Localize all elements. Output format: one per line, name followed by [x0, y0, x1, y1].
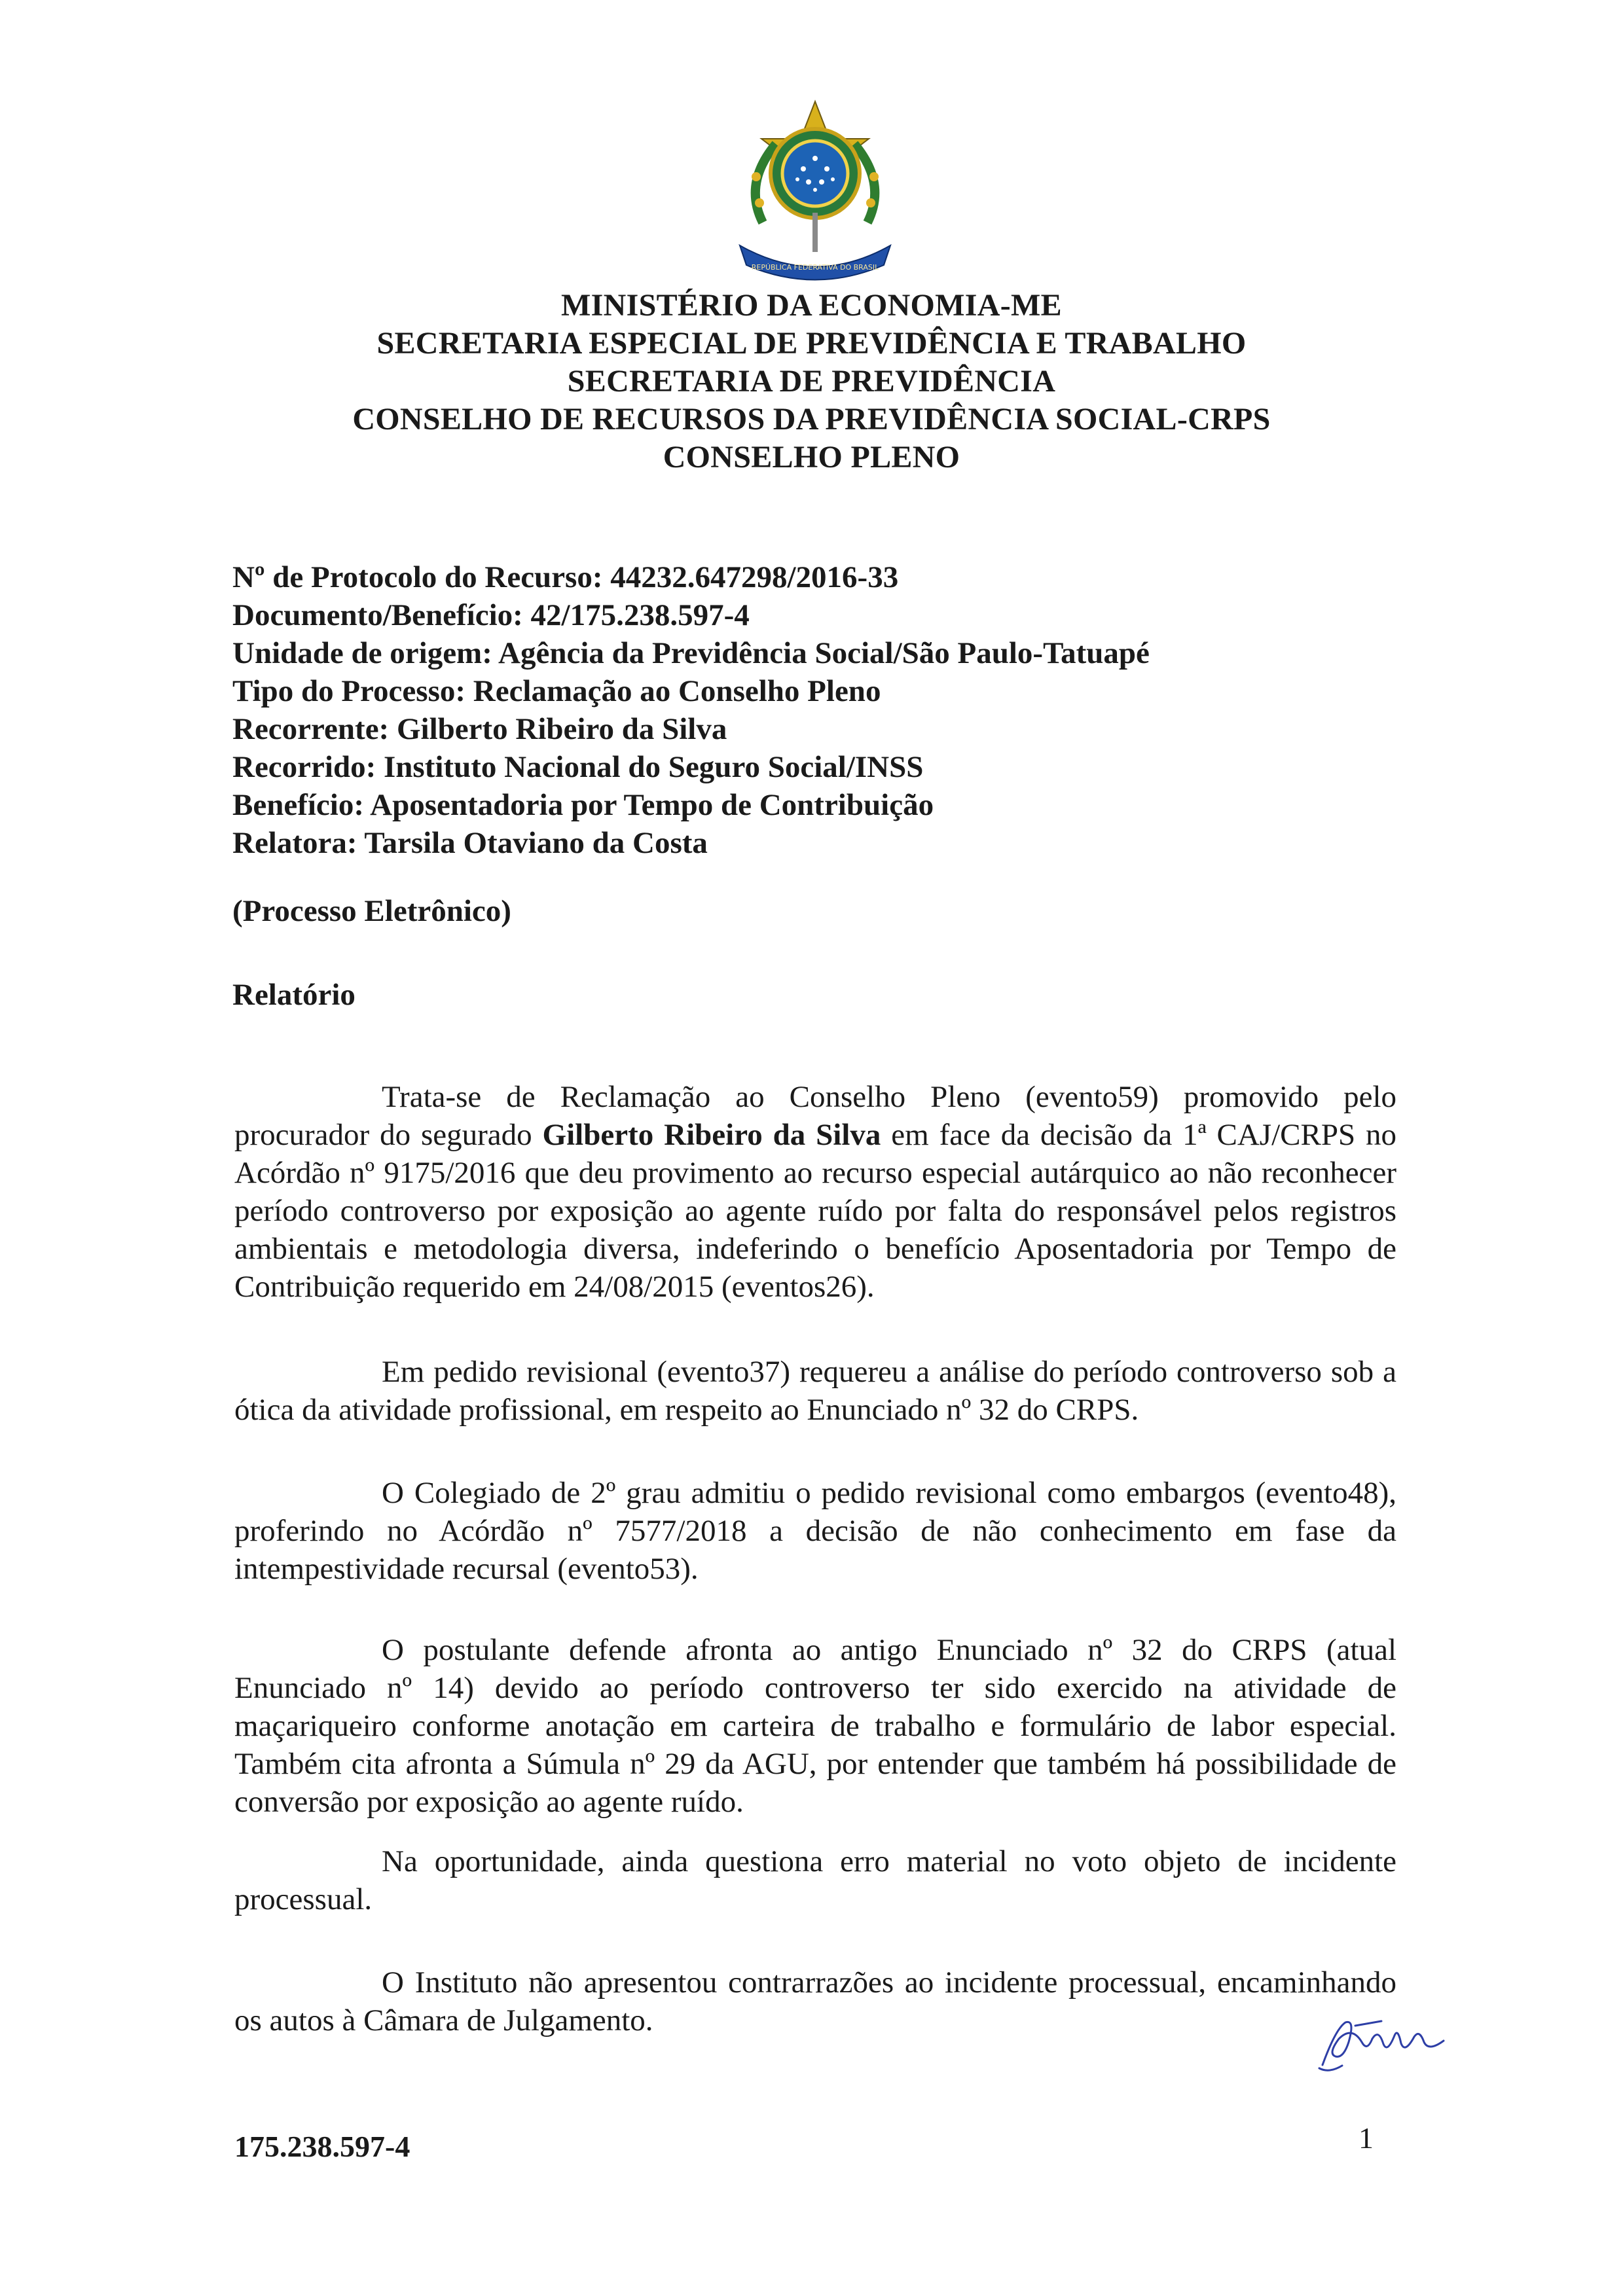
header-line-conselho-pleno: CONSELHO PLENO [663, 440, 960, 475]
paragraph-5 [234, 1842, 1396, 1918]
document-header [0, 287, 1623, 476]
paragraph-5-text: Na oportunidade, ainda questiona erro material no voto objeto de incidente processual. [234, 1844, 1396, 1916]
paragraph-6-text: O Instituto não apresentou contrarrazões ao incidente processual, encaminhando os autos à Câmara de Julgamento. [234, 1965, 1396, 2037]
meta-documento: Documento/Benefício: 42/175.238.597-4 [232, 598, 750, 632]
paragraph-1-text-a: Trata-se de Reclamação ao Conselho Pleno (evento59) promovido pelo procurador do segurado [234, 1080, 1396, 1152]
processo-eletronico-label: (Processo Eletrônico) [232, 894, 511, 928]
footer-document-number: 175.238.597-4 [234, 2130, 410, 2163]
meta-unidade: Unidade de origem: Agência da Previdência Social/São Paulo-Tatuapé [232, 636, 1150, 670]
header-line-secretaria-especial: SECRETARIA ESPECIAL DE PREVIDÊNCIA E TRABALHO [376, 326, 1247, 361]
paragraph-6 [234, 1964, 1396, 2039]
section-title: Relatório [232, 978, 356, 1012]
meta-tipo: Tipo do Processo: Reclamação ao Conselho Pleno [232, 674, 881, 708]
process-metadata [232, 558, 1476, 862]
header-line-secretaria: SECRETARIA DE PREVIDÊNCIA [567, 364, 1056, 399]
signature-icon [1309, 2003, 1453, 2081]
paragraph-1-text-b: em face da decisão da 1ª CAJ/CRPS no Acórdão nº 9175/2016 que deu provimento ao recurso especial autárquico ao não reconhecer período controverso por exposição ao agente ruído por falta do responsável pelos registros ambientais e metodologia diversa, indeferindo o benefício Aposentadoria por Tempo de Contribuição requerido em 24/08/2015 (eventos26). [234, 1118, 1396, 1304]
svg-text:REPÚBLICA FEDERATIVA DO BRASIL: REPÚBLICA FEDERATIVA DO BRASIL [751, 263, 879, 272]
header-line-ministerio: MINISTÉRIO DA ECONOMIA-ME [561, 288, 1062, 323]
page-number: 1 [1359, 2121, 1374, 2155]
paragraph-4 [234, 1631, 1396, 1821]
paragraph-2 [234, 1353, 1396, 1429]
paragraph-1-bold-name: Gilberto Ribeiro da Silva [542, 1118, 881, 1152]
meta-recorrido: Recorrido: Instituto Nacional do Seguro Social/INSS [232, 750, 924, 784]
meta-protocolo: Nº de Protocolo do Recurso: 44232.647298/2016-33 [232, 560, 899, 594]
brazil-coat-of-arms-icon [723, 98, 907, 288]
paragraph-4-text: O postulante defende afronta ao antigo Enunciado nº 32 do CRPS (atual Enunciado nº 14) devido ao período controverso ter sido exercido na atividade de maçariqueiro conforme anotação em carteira de trabalho e formulário de labor especial. Também cita afronta a Súmula nº 29 da AGU, por entender que também há possibilidade de conversão por exposição ao agente ruído. [234, 1633, 1396, 1819]
meta-beneficio: Benefício: Aposentadoria por Tempo de Contribuição [232, 788, 934, 822]
meta-relatora: Relatora: Tarsila Otaviano da Costa [232, 826, 708, 860]
paragraph-3-text: O Colegiado de 2º grau admitiu o pedido revisional como embargos (evento48), proferindo no Acórdão nº 7577/2018 a decisão de não conhecimento em fase da intempestividade recursal (evento53). [234, 1476, 1396, 1586]
header-line-conselho-recursos: CONSELHO DE RECURSOS DA PREVIDÊNCIA SOCIAL-CRPS [352, 402, 1271, 437]
paragraph-1 [234, 1078, 1396, 1306]
paragraph-2-text: Em pedido revisional (evento37) requereu a análise do período controverso sob a ótica da atividade profissional, em respeito ao Enunciado nº 32 do CRPS. [234, 1355, 1396, 1427]
paragraph-3 [234, 1474, 1396, 1588]
meta-recorrente: Recorrente: Gilberto Ribeiro da Silva [232, 712, 727, 746]
